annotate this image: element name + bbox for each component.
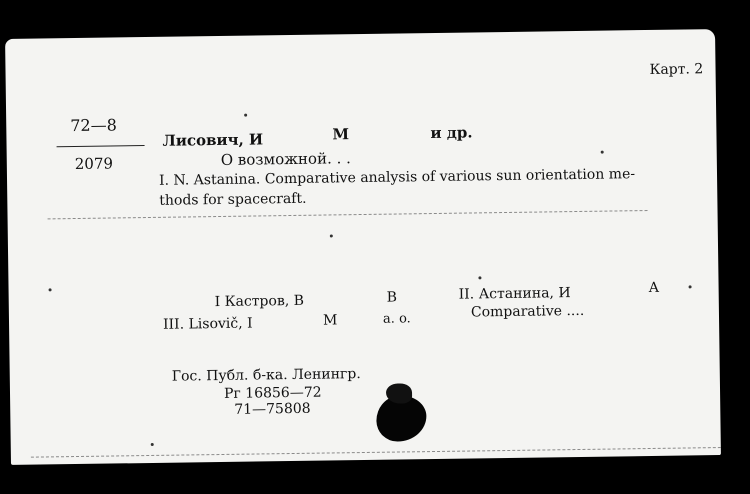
author-surname: Лисович, И	[162, 130, 264, 150]
tracing-2-initial: А	[648, 279, 660, 297]
tracing-1-initial: В	[386, 289, 398, 306]
et-al: и др.	[430, 123, 473, 143]
imprint-line-2: Рг 16856—72	[223, 384, 322, 402]
call-number-bottom: 2079	[74, 154, 114, 174]
tracing-4: Comparative ....	[470, 302, 585, 321]
speck	[151, 443, 154, 446]
tracing-3-initial: М	[322, 312, 338, 329]
speck	[689, 285, 692, 288]
tracing-3-extra: a. o.	[382, 311, 411, 327]
speck	[49, 288, 52, 291]
speck	[478, 276, 481, 279]
dashed-line-upper	[48, 210, 648, 219]
imprint-line-3: 71—75808	[234, 400, 311, 418]
tracing-2: II. Астанина, И	[458, 285, 571, 303]
speck	[601, 151, 604, 154]
ink-blot	[376, 395, 427, 442]
speck	[330, 234, 333, 237]
dashed-line-lower	[31, 447, 721, 458]
translation-line-2: thods for spacecraft.	[159, 190, 307, 209]
tracing-1: I Кастров, В	[214, 292, 305, 311]
translation-line-1: I. N. Astanina. Comparative analysis of various sun orientation me-	[158, 166, 636, 189]
tracing-3: III. Lisovič, I	[162, 315, 253, 333]
title: О возможной. . .	[220, 149, 351, 169]
imprint-line-1: Гос. Публ. б-ка. Ленингр.	[171, 366, 361, 385]
speck	[244, 114, 247, 117]
card-label: Карт. 2	[649, 61, 704, 78]
call-number-rule	[57, 145, 145, 147]
author-initial: М	[332, 125, 350, 144]
catalog-card	[5, 29, 721, 465]
call-number-top: 72—8	[70, 115, 117, 136]
